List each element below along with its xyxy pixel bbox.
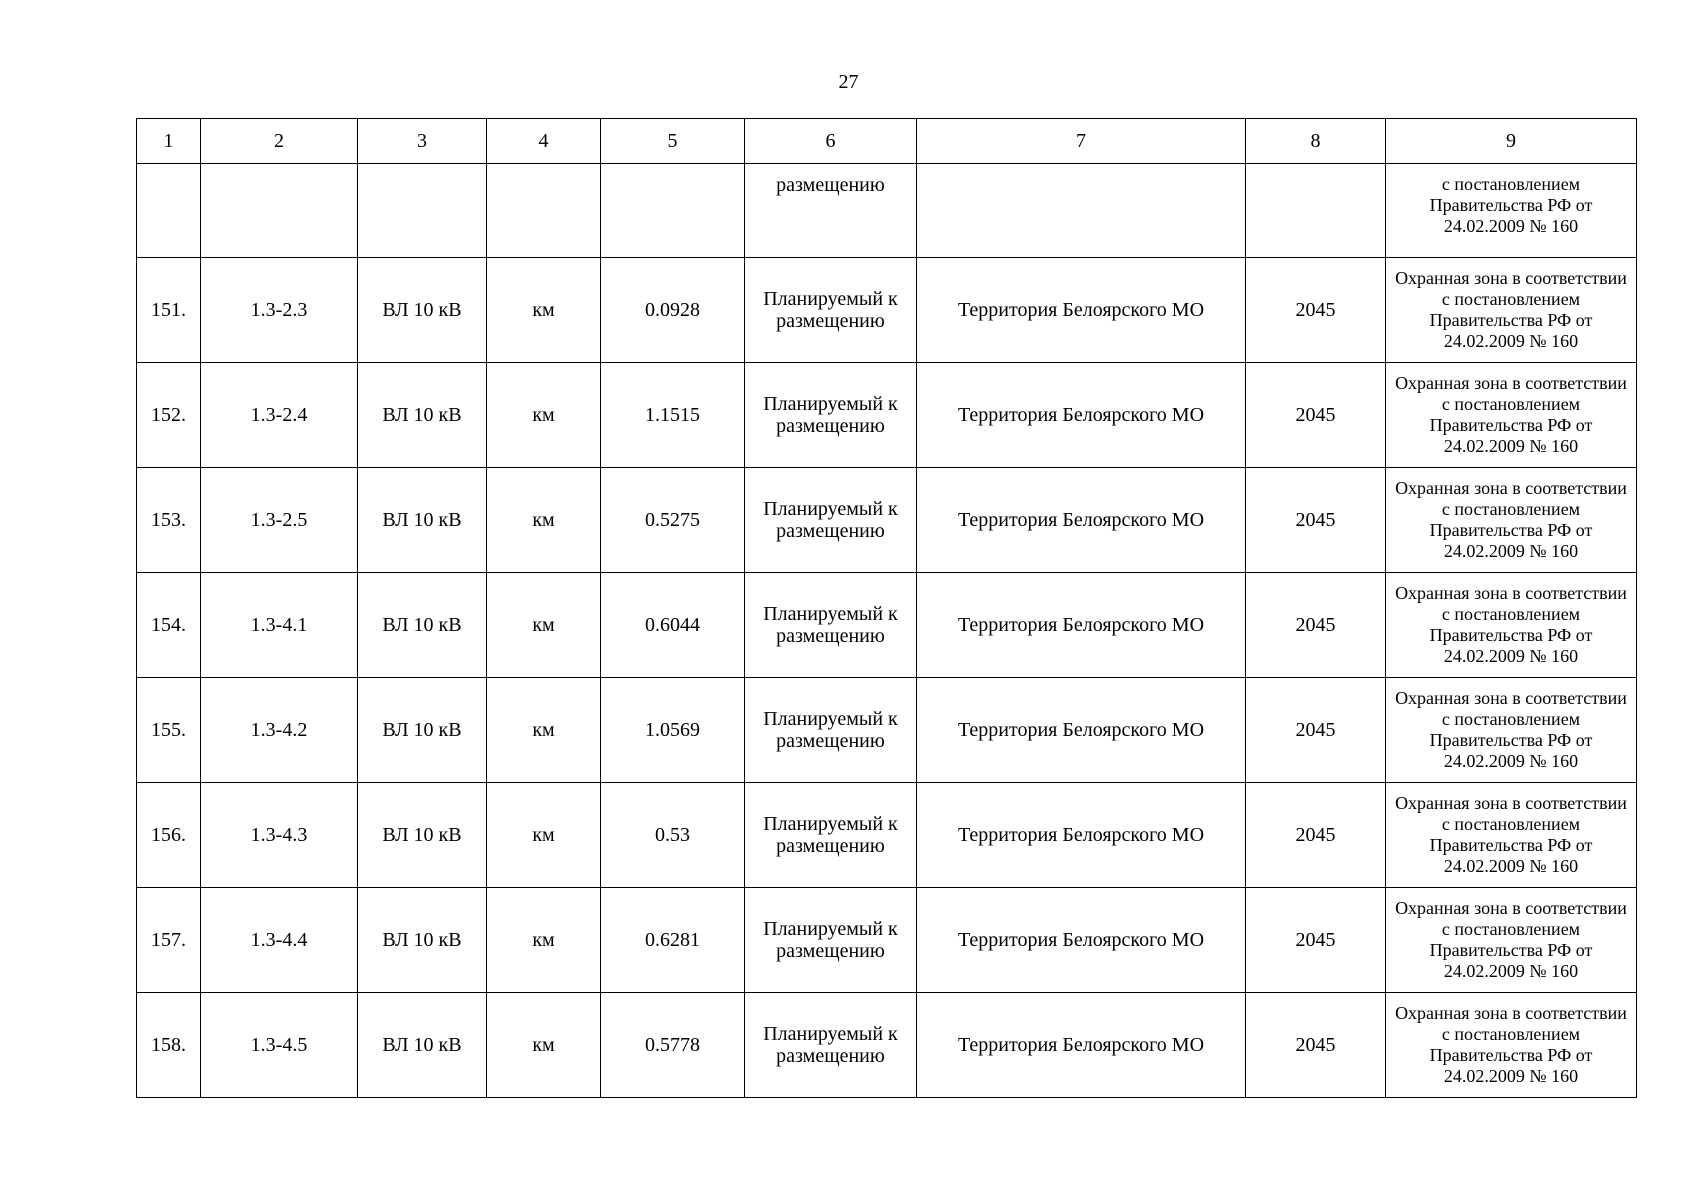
status-line: размещению	[776, 415, 885, 437]
object-code: 1.3-4.5	[201, 993, 358, 1098]
object-code: 1.3-4.1	[201, 573, 358, 678]
protection-zone	[1386, 468, 1637, 573]
zone-line: 24.02.2009 № 160	[1443, 751, 1579, 771]
column-header-1: 1	[137, 119, 201, 164]
continuation-row	[137, 164, 1637, 258]
object-status	[745, 363, 917, 468]
implementation-year: 2045	[1246, 573, 1386, 678]
unit: км	[487, 993, 601, 1098]
table-row	[137, 258, 1637, 363]
length-value: 0.6044	[601, 573, 745, 678]
zone-line: с постановлением	[1441, 289, 1581, 309]
row-number: 152.	[137, 363, 201, 468]
location: Территория Белоярского МО	[917, 468, 1246, 573]
column-header-9: 9	[1386, 119, 1637, 164]
continuation-cell-2	[201, 164, 358, 258]
status-line: размещению	[776, 940, 885, 962]
zone-line: Правительства РФ от	[1429, 520, 1593, 540]
page-number: 27	[838, 71, 859, 93]
length-value: 0.5778	[601, 993, 745, 1098]
status-line: размещению	[776, 835, 885, 857]
zone-line: Охранная зона в соответствии	[1395, 373, 1627, 393]
object-status	[745, 888, 917, 993]
location: Территория Белоярского МО	[917, 363, 1246, 468]
unit: км	[487, 363, 601, 468]
object-code: 1.3-4.4	[201, 888, 358, 993]
implementation-year: 2045	[1246, 783, 1386, 888]
location: Территория Белоярского МО	[917, 783, 1246, 888]
object-name: ВЛ 10 кВ	[358, 258, 487, 363]
row-number: 155.	[137, 678, 201, 783]
object-status	[745, 678, 917, 783]
status-line: размещению	[776, 1045, 885, 1067]
zone-line: с постановлением	[1441, 709, 1581, 729]
zone-line: 24.02.2009 № 160	[1443, 436, 1579, 456]
column-header-3: 3	[358, 119, 487, 164]
zone-line: с постановлением	[1441, 814, 1581, 834]
object-status	[745, 573, 917, 678]
status-line: Планируемый к	[763, 603, 898, 625]
object-status	[745, 468, 917, 573]
zone-line: с постановлением	[1441, 1024, 1581, 1044]
protection-zone	[1386, 783, 1637, 888]
table-row	[137, 678, 1637, 783]
zone-line: с постановлением	[1441, 394, 1581, 414]
object-code: 1.3-2.4	[201, 363, 358, 468]
continuation-cell-5	[601, 164, 745, 258]
status-line: размещению	[776, 520, 885, 542]
length-value: 1.1515	[601, 363, 745, 468]
object-code: 1.3-2.3	[201, 258, 358, 363]
continuation-zone	[1386, 164, 1637, 258]
implementation-year: 2045	[1246, 468, 1386, 573]
zone-line: с постановлением	[1441, 499, 1581, 519]
row-number: 151.	[137, 258, 201, 363]
location: Территория Белоярского МО	[917, 678, 1246, 783]
zone-line: 24.02.2009 № 160	[1443, 1066, 1579, 1086]
zone-line: Охранная зона в соответствии	[1395, 268, 1627, 288]
continuation-cell-8	[1246, 164, 1386, 258]
column-header-7: 7	[917, 119, 1246, 164]
object-name: ВЛ 10 кВ	[358, 888, 487, 993]
object-status	[745, 258, 917, 363]
zone-line: Правительства РФ от	[1429, 625, 1593, 645]
object-name: ВЛ 10 кВ	[358, 678, 487, 783]
status-line: Планируемый к	[763, 918, 898, 940]
object-status	[745, 993, 917, 1098]
zone-line: 24.02.2009 № 160	[1443, 856, 1579, 876]
object-name: ВЛ 10 кВ	[358, 993, 487, 1098]
zone-line: Правительства РФ от	[1429, 310, 1593, 330]
length-value: 0.53	[601, 783, 745, 888]
table-row	[137, 573, 1637, 678]
header-row	[137, 119, 1637, 164]
status-line: размещению	[776, 310, 885, 332]
row-number: 156.	[137, 783, 201, 888]
zone-line: с постановлением	[1441, 919, 1581, 939]
zone-line: 24.02.2009 № 160	[1443, 541, 1579, 561]
location: Территория Белоярского МО	[917, 993, 1246, 1098]
object-code: 1.3-2.5	[201, 468, 358, 573]
implementation-year: 2045	[1246, 678, 1386, 783]
zone-line: с постановлением	[1441, 604, 1581, 624]
location: Территория Белоярского МО	[917, 573, 1246, 678]
object-name: ВЛ 10 кВ	[358, 468, 487, 573]
protection-zone	[1386, 888, 1637, 993]
unit: км	[487, 258, 601, 363]
continuation-cell-7	[917, 164, 1246, 258]
zone-line: Охранная зона в соответствии	[1395, 793, 1627, 813]
status-line: Планируемый к	[763, 708, 898, 730]
zone-line: 24.02.2009 № 160	[1443, 216, 1579, 236]
location: Территория Белоярского МО	[917, 888, 1246, 993]
zone-line: Охранная зона в соответствии	[1395, 583, 1627, 603]
zone-line: Правительства РФ от	[1429, 1045, 1593, 1065]
protection-zone	[1386, 258, 1637, 363]
row-number: 158.	[137, 993, 201, 1098]
protection-zone	[1386, 573, 1637, 678]
column-header-4: 4	[487, 119, 601, 164]
row-number: 157.	[137, 888, 201, 993]
length-value: 0.5275	[601, 468, 745, 573]
status-line: Планируемый к	[763, 288, 898, 310]
table-row	[137, 468, 1637, 573]
protection-zone	[1386, 993, 1637, 1098]
table-row	[137, 888, 1637, 993]
status-line: Планируемый к	[763, 393, 898, 415]
column-header-6: 6	[745, 119, 917, 164]
implementation-year: 2045	[1246, 888, 1386, 993]
table-row	[137, 993, 1637, 1098]
table-row	[137, 783, 1637, 888]
continuation-cell-4	[487, 164, 601, 258]
table-header	[137, 119, 1637, 164]
table-body	[137, 164, 1637, 1098]
column-header-8: 8	[1246, 119, 1386, 164]
length-value: 0.0928	[601, 258, 745, 363]
object-status	[745, 783, 917, 888]
unit: км	[487, 573, 601, 678]
continuation-status: размещению	[745, 164, 917, 258]
zone-line: Охранная зона в соответствии	[1395, 478, 1627, 498]
zone-line: Правительства РФ от	[1429, 195, 1593, 215]
object-name: ВЛ 10 кВ	[358, 573, 487, 678]
zone-line: 24.02.2009 № 160	[1443, 646, 1579, 666]
column-header-5: 5	[601, 119, 745, 164]
zone-line: Правительства РФ от	[1429, 835, 1593, 855]
status-line: Планируемый к	[763, 813, 898, 835]
continuation-cell-3	[358, 164, 487, 258]
unit: км	[487, 783, 601, 888]
zone-line: Охранная зона в соответствии	[1395, 898, 1627, 918]
status-line: Планируемый к	[763, 1023, 898, 1045]
zone-line: 24.02.2009 № 160	[1443, 331, 1579, 351]
length-value: 0.6281	[601, 888, 745, 993]
status-line: Планируемый к	[763, 498, 898, 520]
status-line: размещению	[776, 625, 885, 647]
column-header-2: 2	[201, 119, 358, 164]
continuation-cell-1	[137, 164, 201, 258]
unit: км	[487, 468, 601, 573]
length-value: 1.0569	[601, 678, 745, 783]
object-name: ВЛ 10 кВ	[358, 363, 487, 468]
zone-line: с постановлением	[1441, 174, 1581, 194]
objects-table	[136, 118, 1637, 1098]
implementation-year: 2045	[1246, 363, 1386, 468]
unit: км	[487, 888, 601, 993]
row-number: 154.	[137, 573, 201, 678]
object-name: ВЛ 10 кВ	[358, 783, 487, 888]
table-row	[137, 363, 1637, 468]
zone-line: Охранная зона в соответствии	[1395, 688, 1627, 708]
protection-zone	[1386, 363, 1637, 468]
row-number: 153.	[137, 468, 201, 573]
location: Территория Белоярского МО	[917, 258, 1246, 363]
protection-zone	[1386, 678, 1637, 783]
unit: км	[487, 678, 601, 783]
zone-line: Охранная зона в соответствии	[1395, 1003, 1627, 1023]
object-code: 1.3-4.2	[201, 678, 358, 783]
implementation-year: 2045	[1246, 993, 1386, 1098]
object-code: 1.3-4.3	[201, 783, 358, 888]
zone-line: Правительства РФ от	[1429, 940, 1593, 960]
implementation-year: 2045	[1246, 258, 1386, 363]
status-line: размещению	[776, 730, 885, 752]
zone-line: Правительства РФ от	[1429, 415, 1593, 435]
zone-line: 24.02.2009 № 160	[1443, 961, 1579, 981]
zone-line: Правительства РФ от	[1429, 730, 1593, 750]
